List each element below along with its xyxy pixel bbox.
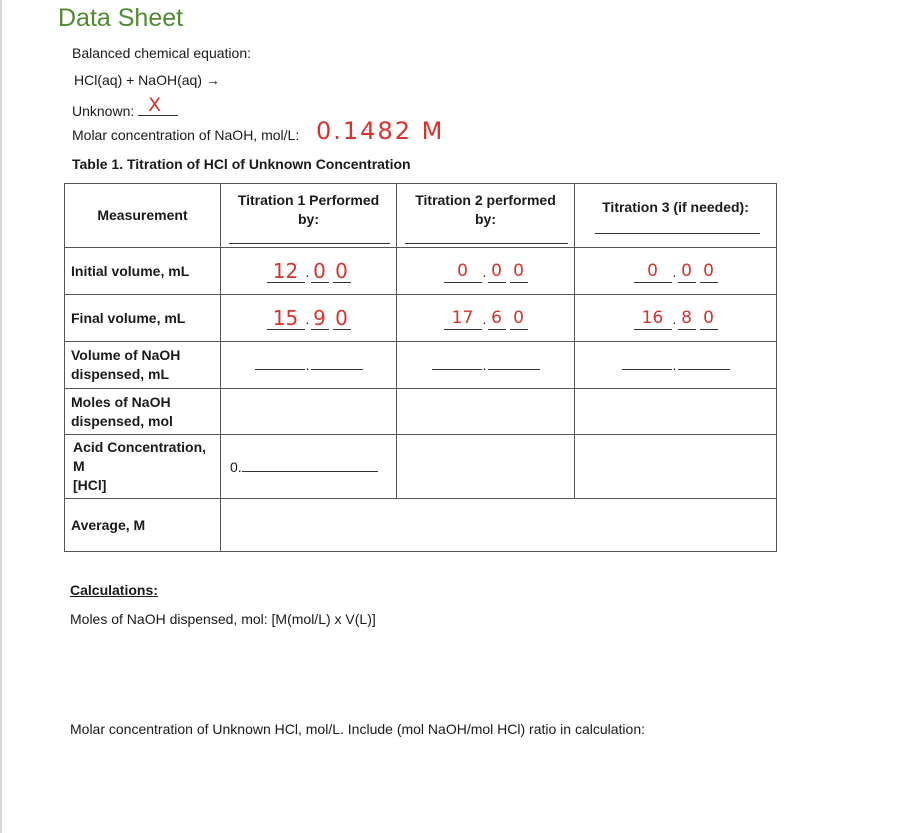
- t1-initial-d2: 0: [333, 260, 351, 283]
- decimal-point: .: [305, 310, 310, 327]
- t2-final-d2: 0: [510, 307, 528, 330]
- decimal-point: .: [305, 357, 310, 373]
- header-titration-3: [575, 184, 777, 248]
- t2-final-blanks: [444, 307, 528, 330]
- t1-final-blanks: [267, 307, 351, 330]
- decimal-point: .: [672, 357, 677, 373]
- t1-volume-blanks: [255, 357, 363, 373]
- titration-table: [64, 183, 777, 552]
- t3-volume-cell[interactable]: [575, 342, 777, 389]
- unknown-value: X: [148, 94, 164, 116]
- row-initial-volume: [65, 248, 777, 295]
- t2-initial-d2: 0: [510, 260, 528, 283]
- calculations-heading: [70, 582, 158, 598]
- header-titration-2-text: Titration 2 performed by:: [415, 192, 556, 227]
- header-measurement: [65, 184, 221, 248]
- acid-prefix: 0.: [230, 458, 242, 475]
- t3-final-int: 16: [634, 307, 672, 330]
- average-label: Average, M: [65, 499, 221, 552]
- blank-int: [255, 359, 305, 370]
- t3-initial-blanks: [634, 260, 718, 283]
- initial-volume-label: Initial volume, mL: [65, 248, 221, 295]
- t3-initial-d2: 0: [700, 260, 718, 283]
- blank-decimals: [488, 359, 540, 370]
- t2-acid-cell[interactable]: [397, 435, 575, 499]
- t1-final-d2: 0: [333, 307, 351, 330]
- t2-initial-blanks: [444, 260, 528, 283]
- decimal-point: .: [482, 310, 487, 327]
- t1-initial-blanks: [267, 260, 351, 283]
- t2-volume-cell[interactable]: [397, 342, 575, 389]
- moles-formula: Moles of NaOH dispensed, mol: [M(mol/L) x V(L)]: [70, 611, 376, 627]
- average-cell[interactable]: [221, 499, 777, 552]
- t1-initial-d1: 0: [311, 260, 329, 283]
- t3-initial-cell[interactable]: [575, 248, 777, 295]
- t1-volume-cell[interactable]: [221, 342, 397, 389]
- blank-decimals: [311, 359, 363, 370]
- t3-final-cell[interactable]: [575, 295, 777, 342]
- t3-initial-int: 0: [634, 260, 672, 283]
- t1-final-int: 15: [267, 307, 305, 330]
- t1-final-d1: 9: [311, 307, 329, 330]
- row-final-volume: [65, 295, 777, 342]
- unknown-row: [72, 94, 178, 119]
- t1-final-cell[interactable]: [221, 295, 397, 342]
- header-titration-1: [221, 184, 397, 248]
- acid-label-line-1: Acid Concentration,: [73, 439, 207, 455]
- decimal-point: .: [305, 263, 310, 280]
- decimal-point: .: [672, 263, 677, 280]
- t2-initial-cell[interactable]: [397, 248, 575, 295]
- header-titration-3-text: Titration 3 (if needed):: [602, 198, 749, 215]
- volume-dispensed-label: Volume of NaOH dispensed, mL: [65, 342, 221, 389]
- final-volume-label: Final volume, mL: [65, 295, 221, 342]
- unknown-field[interactable]: [138, 94, 178, 116]
- balanced-equation-label: Balanced chemical equation:: [72, 45, 252, 61]
- molar-naoh-label: Molar concentration of NaOH, mol/L:: [72, 127, 300, 143]
- t3-final-d2: 0: [700, 307, 718, 330]
- table-header-row: [65, 184, 777, 248]
- calculations-heading-text: Calculations: [70, 582, 154, 598]
- acid-concentration-blank: [242, 471, 378, 472]
- titration-3-field[interactable]: [595, 233, 760, 234]
- chemical-equation: HCl(aq) + NaOH(aq) →: [74, 72, 220, 88]
- t1-initial-int: 12: [267, 260, 305, 283]
- t1-initial-cell[interactable]: [221, 248, 397, 295]
- titration-2-performer-field[interactable]: [405, 243, 568, 244]
- acid-concentration-label: [65, 435, 221, 499]
- row-volume-dispensed: [65, 342, 777, 389]
- blank-int: [622, 359, 672, 370]
- t3-moles-cell[interactable]: [575, 389, 777, 435]
- row-acid-concentration: [65, 435, 777, 499]
- t2-final-cell[interactable]: [397, 295, 575, 342]
- blank-decimals: [678, 359, 730, 370]
- page-title: Data Sheet: [58, 4, 184, 32]
- acid-label-line-3: [HCl]: [73, 477, 107, 493]
- titration-1-performer-field[interactable]: [229, 243, 390, 244]
- decimal-point: .: [482, 263, 487, 280]
- unknown-label: Unknown:: [72, 103, 135, 119]
- molar-hcl-instruction: Molar concentration of Unknown HCl, mol/L. Include (mol NaOH/mol HCl) ratio in calculation:: [70, 721, 645, 737]
- acid-label-line-2: M: [73, 458, 85, 474]
- molar-naoh-value: 0.1482 M: [316, 117, 445, 145]
- t3-final-blanks: [634, 307, 718, 330]
- t3-acid-cell[interactable]: [575, 435, 777, 499]
- t3-final-d1: 8: [678, 307, 696, 330]
- t2-final-d1: 6: [488, 307, 506, 330]
- decimal-point: .: [672, 310, 677, 327]
- header-titration-1-text: Titration 1 Performed by:: [237, 192, 380, 227]
- t2-volume-blanks: [432, 357, 540, 373]
- t2-final-int: 17: [444, 307, 482, 330]
- blank-int: [432, 359, 482, 370]
- row-average: [65, 499, 777, 552]
- header-titration-2: [397, 184, 575, 248]
- page-edge-rule: [0, 0, 2, 833]
- moles-dispensed-label: Moles of NaOH dispensed, mol: [65, 389, 221, 435]
- t1-acid-cell[interactable]: [221, 435, 397, 499]
- t3-volume-blanks: [622, 357, 730, 373]
- t3-initial-d1: 0: [678, 260, 696, 283]
- header-measurement-text: Measurement: [97, 207, 188, 223]
- t2-moles-cell[interactable]: [397, 389, 575, 435]
- calculations-colon: :: [153, 582, 158, 598]
- t2-initial-int: 0: [444, 260, 482, 283]
- t1-moles-cell[interactable]: [221, 389, 397, 435]
- decimal-point: .: [482, 357, 487, 373]
- table-title: Table 1. Titration of HCl of Unknown Concentration: [72, 156, 411, 172]
- t2-initial-d1: 0: [488, 260, 506, 283]
- row-moles-dispensed: [65, 389, 777, 435]
